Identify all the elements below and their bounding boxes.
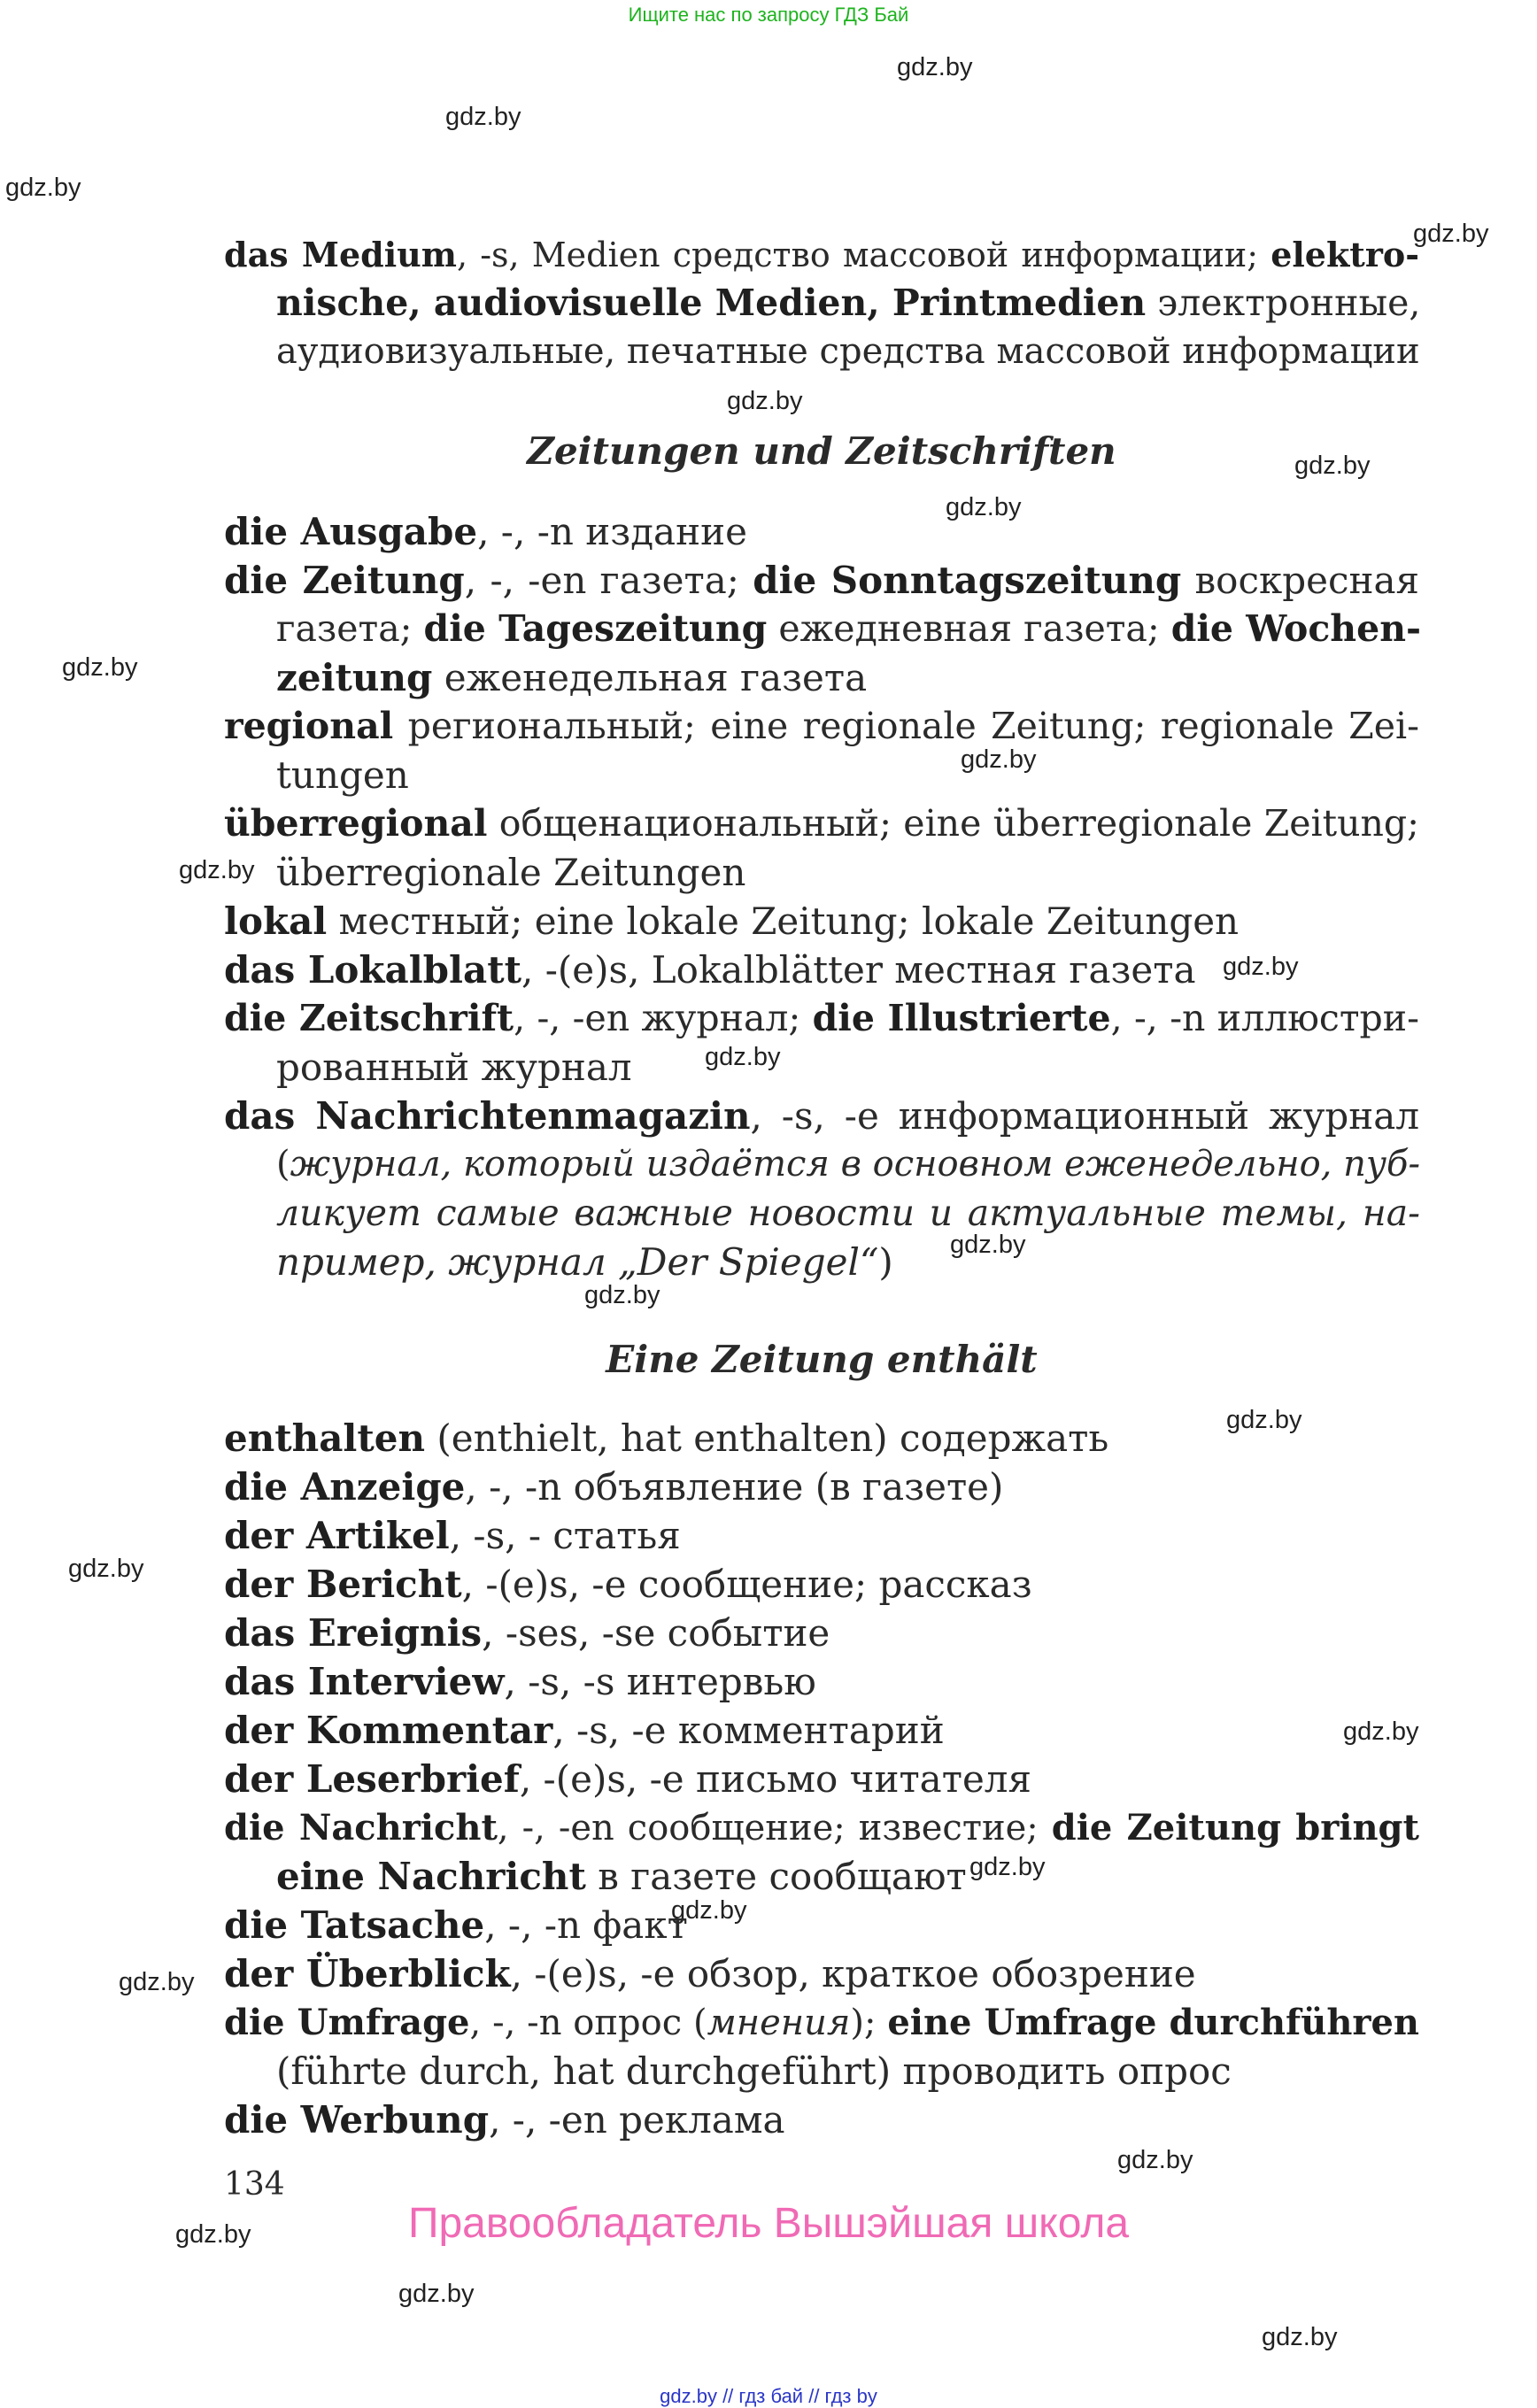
term: die Werbung <box>224 2098 490 2142</box>
entry-enthalten: enthalten (enthielt, hat enthalten) содержать <box>224 1416 1109 1460</box>
entry-regional-line2: tungen <box>276 753 409 797</box>
watermark: gdz.by <box>1223 953 1299 981</box>
entry-kommentar: der Kommentar, -s, -e комментарий <box>224 1709 945 1752</box>
term: das Interview <box>224 1660 505 1703</box>
term: eine Nachricht <box>276 1855 586 1898</box>
entry-artikel: der Artikel, -s, - статья <box>224 1514 681 1557</box>
term: die Tatsache <box>224 1903 485 1947</box>
watermark: gdz.by <box>727 387 803 415</box>
entry-medium-line2: nische, audiovisuelle Medien, Printmedien электронные, <box>276 282 1421 324</box>
term: die Tageszeitung <box>423 607 768 650</box>
watermark: gdz.by <box>398 2280 475 2308</box>
term: elektro- <box>1271 235 1419 274</box>
entry-umfrage-line2: (führte durch, hat durchgeführt) проводить опрос <box>276 2049 1232 2093</box>
watermark: gdz.by <box>897 53 973 81</box>
entry-medium-line1: das Medium, -s, Medien средство массовой информации; elektro- <box>224 235 1419 274</box>
term: das Lokalblatt <box>224 948 521 992</box>
watermark: gdz.by <box>946 493 1022 521</box>
page-number: 134 <box>224 2166 285 2203</box>
entry-leserbrief: der Leserbrief, -(e)s, -e письмо читателя <box>224 1757 1031 1801</box>
term: die Nachricht <box>224 1807 498 1848</box>
watermark: gdz.by <box>584 1281 660 1309</box>
entry-nachricht-line2: eine Nachricht в газете сообщают <box>276 1855 967 1898</box>
watermark: gdz.by <box>5 174 81 202</box>
term: die Illustrierte <box>812 997 1111 1039</box>
term: die Zeitung <box>224 559 465 602</box>
copyright-notice: Правообладатель Вышэйшая школа <box>407 2200 1130 2247</box>
entry-ueberblick: der Überblick, -(e)s, -e обзор, краткое обозрение <box>224 1952 1196 1995</box>
watermark: gdz.by <box>119 1968 195 1996</box>
term: der Artikel <box>224 1514 450 1557</box>
watermark: gdz.by <box>950 1231 1026 1259</box>
entry-lokal: lokal местный; eine lokale Zeitung; lokale Zeitungen <box>224 899 1240 943</box>
watermark: gdz.by <box>1343 1717 1419 1746</box>
entry-medium-line3: аудиовизуальные, печатные средства массовой информации <box>276 331 1420 372</box>
watermark: gdz.by <box>969 1853 1046 1881</box>
term: das Medium <box>224 235 457 274</box>
entry-umfrage-line1: die Umfrage, -, -n опрос (мнения); eine Umfrage durchführen <box>224 2002 1419 2043</box>
term: überregional <box>224 802 488 845</box>
entry-nachricht-line1: die Nachricht, -, -en сообщение; известие; die Zeitung bringt <box>224 1807 1420 1848</box>
term: die Zeitung bringt <box>1051 1807 1420 1848</box>
term: enthalten <box>224 1416 426 1460</box>
entry-anzeige: die Anzeige, -, -n объявление (в газете) <box>224 1465 1004 1509</box>
entry-ausgabe: die Ausgabe, -, -n издание <box>224 510 747 553</box>
term: die Zeitschrift <box>224 997 514 1039</box>
watermark: gdz.by <box>179 856 255 884</box>
term: der Leserbrief <box>224 1757 520 1801</box>
entry-regional-line1: regional региональный; eine regionale Zeitung; regionale Zei- <box>224 705 1419 747</box>
watermark: gdz.by <box>1262 2323 1338 2351</box>
watermark: gdz.by <box>671 1896 747 1925</box>
entry-ueberregional-line1: überregional общенациональный; eine überregionale Zeitung; <box>224 802 1419 845</box>
watermark: gdz.by <box>705 1043 781 1071</box>
term: eine Umfrage durchführen <box>887 2002 1419 2043</box>
entry-zeitung-line1: die Zeitung, -, -en газета; die Sonntagszeitung воскресная <box>224 559 1420 602</box>
watermark: gdz.by <box>1294 452 1371 480</box>
watermark: gdz.by <box>62 653 138 682</box>
entry-nachrichtenmagazin-line4: пример, журнал „Der Spiegel“) <box>276 1240 893 1284</box>
watermark: gdz.by <box>445 103 521 131</box>
watermark: gdz.by <box>1413 220 1489 248</box>
term: lokal <box>224 899 328 943</box>
entry-interview: das Interview, -s, -s интервью <box>224 1660 816 1703</box>
entry-nachrichtenmagazin-line1: das Nachrichtenmagazin, -s, -e информационный журнал <box>224 1094 1420 1138</box>
term: die Wochen- <box>1170 607 1422 650</box>
term: der Kommentar <box>224 1709 553 1752</box>
term: das Ereignis <box>224 1611 483 1655</box>
section-heading-zeitungen: Zeitungen und Zeitschriften <box>527 429 1116 473</box>
entry-ereignis: das Ereignis, -ses, -se событие <box>224 1611 830 1655</box>
entry-werbung: die Werbung, -, -en реклама <box>224 2098 785 2142</box>
watermark: gdz.by <box>175 2220 251 2249</box>
term: die Ausgabe <box>224 510 478 553</box>
section-heading-enthaelt: Eine Zeitung enthält <box>606 1338 1038 1381</box>
watermark: gdz.by <box>68 1555 144 1583</box>
entry-zeitschrift-line2: рованный журнал <box>276 1046 632 1089</box>
watermark: gdz.by <box>961 745 1037 774</box>
entry-ueberregional-line2: überregionale Zeitungen <box>276 851 746 894</box>
term: zeitung <box>276 656 433 699</box>
entry-bericht: der Bericht, -(e)s, -e сообщение; рассказ <box>224 1563 1032 1606</box>
term: der Überblick <box>224 1952 511 1995</box>
entry-zeitung-line3: zeitung еженедельная газета <box>276 656 868 699</box>
footer-links: gdz.by // гдз бай // гдз by <box>660 2385 877 2407</box>
entry-nachrichtenmagazin-line2: (журнал, который издаётся в основном еженедельно, пуб- <box>276 1144 1420 1185</box>
term: nische, audiovisuelle Medien, Printmedien <box>276 282 1147 324</box>
term: die Anzeige <box>224 1465 466 1509</box>
watermark: gdz.by <box>1117 2146 1193 2174</box>
term: die Sonntagszeitung <box>753 559 1182 602</box>
entry-zeitung-line2: газета; die Tageszeitung ежедневная газета; die Wochen- <box>276 607 1422 650</box>
term: die Umfrage <box>224 2002 470 2043</box>
term: regional <box>224 705 394 747</box>
top-banner: Ищите нас по запросу ГДЗ Бай <box>628 4 909 26</box>
watermark: gdz.by <box>1226 1406 1302 1434</box>
entry-zeitschrift-line1: die Zeitschrift, -, -en журнал; die Illustrierte, -, -n иллюстри- <box>224 997 1419 1039</box>
term: das Nachrichtenmagazin <box>224 1094 751 1138</box>
entry-lokalblatt: das Lokalblatt, -(e)s, Lokalblätter местная газета <box>224 948 1196 992</box>
entry-nachrichtenmagazin-line3: ликует самые важные новости и актуальные темы, на- <box>276 1192 1420 1234</box>
term: der Bericht <box>224 1563 462 1606</box>
entry-tatsache: die Tatsache, -, -n факт <box>224 1903 688 1947</box>
